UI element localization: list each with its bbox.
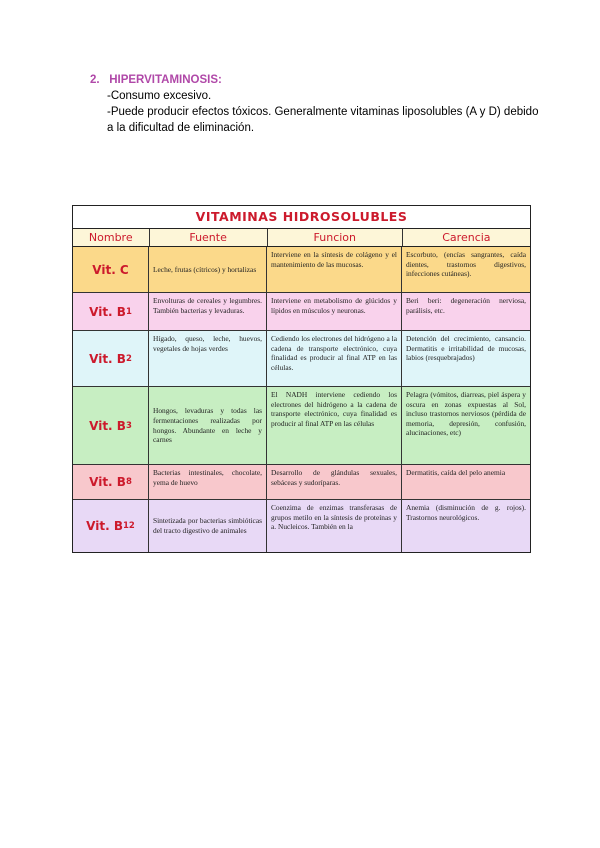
header-fuente: Fuente [150, 229, 268, 246]
fuente-cell: Sintetizada por bacterias simbióticas del tracto digestivo de animales [149, 500, 267, 552]
section-title: HIPERVITAMINOSIS: [109, 74, 222, 86]
section-heading [90, 72, 550, 88]
carencia-cell: Escorbuto, (encías sangrantes, caída dientes, trastornos digestivos, infecciones cutáneas). [406, 250, 526, 279]
fuente-cell: Hígado, queso, leche, huevos, vegetales de hojas verdes [149, 331, 267, 386]
header-funcion: Funcion [268, 229, 403, 246]
vitamin-name: Vit. B 8 [73, 465, 149, 499]
fuente-cell: Bacterias intestinales, chocolate, yema de huevo [149, 465, 267, 499]
carencia-cell: Dermatitis, caída del pelo anemia [406, 468, 506, 477]
table-header-row [73, 229, 530, 247]
intro-line-1: -Consumo excesivo. [107, 90, 212, 102]
table-row [73, 293, 530, 331]
fuente-cell: Leche, frutas (cítricos) y hortalizas [149, 247, 267, 292]
funcion-cell: El NADH interviene cediendo los electrones del hidrógeno a la cadena de transporte electrónico, cuya finalidad es producir al final ATP en las células [267, 387, 402, 464]
fuente-cell: Envolturas de cereales y legumbres. También bacterias y levaduras. [149, 293, 267, 330]
header-carencia: Carencia [442, 231, 491, 244]
carencia-cell: Detención del crecimiento, cansancio. Dermatitis e irritabilidad de mucosas, labios (resquebrajados) [406, 334, 526, 363]
table-row [73, 387, 530, 465]
vitamin-name: Vit. B 2 [73, 331, 149, 386]
vitamin-name: Vit. C [73, 247, 149, 292]
carencia-cell: Beri beri: degeneración nerviosa, parálisis, etc. [406, 296, 526, 315]
table-row [73, 247, 530, 293]
funcion-cell: Cediendo los electrones del hidrógeno a la cadena de transporte electrónico, cuya finalidad es producir al final ATP en las células. [267, 331, 402, 386]
carencia-cell: Anemia (disminución de g. rojos). Trastornos neurológicos. [406, 503, 526, 522]
section-number: 2. [90, 74, 100, 86]
funcion-cell: Desarrollo de glándulas sexuales, sebáceas y sudoríparas. [267, 465, 402, 499]
intro-line-3: a la dificultad de eliminación. [107, 122, 255, 134]
table-title: VITAMINAS HIDROSOLUBLES [73, 206, 530, 229]
vitamins-table [72, 205, 531, 553]
vitamin-name: Vit. B 12 [73, 500, 149, 552]
funcion-cell: Interviene en metabolismo de glúcidos y lípidos en músculos y neuronas. [267, 293, 402, 330]
table-row [73, 500, 530, 552]
header-nombre: Nombre [73, 229, 150, 246]
vitamin-name: Vit. B 1 [73, 293, 149, 330]
table-row [73, 331, 530, 387]
intro-line-2: -Puede producir efectos tóxicos. Generalmente vitaminas liposolubles (A y D) debido [107, 106, 539, 118]
table-row [73, 465, 530, 500]
fuente-cell: Hongos, levaduras y todas las fermentaciones realizadas por hongos. Abundante en leche y carnes [149, 387, 267, 464]
vitamin-name: Vit. B 3 [73, 387, 149, 464]
carencia-cell: Pelagra (vómitos, diarreas, piel áspera y oscura en zonas expuestas al Sol, incluso trastornos nerviosos (pérdida de memoria, depresión, confusión, alucinaciones, etc) [406, 390, 526, 438]
intro-section [90, 72, 550, 136]
funcion-cell: Coenzima de enzimas transferasas de grupos metilo en la síntesis de proteínas y a. Nucleicos. También en la [267, 500, 402, 552]
funcion-cell: Interviene en la síntesis de colágeno y el mantenimiento de las mucosas. [267, 247, 402, 292]
